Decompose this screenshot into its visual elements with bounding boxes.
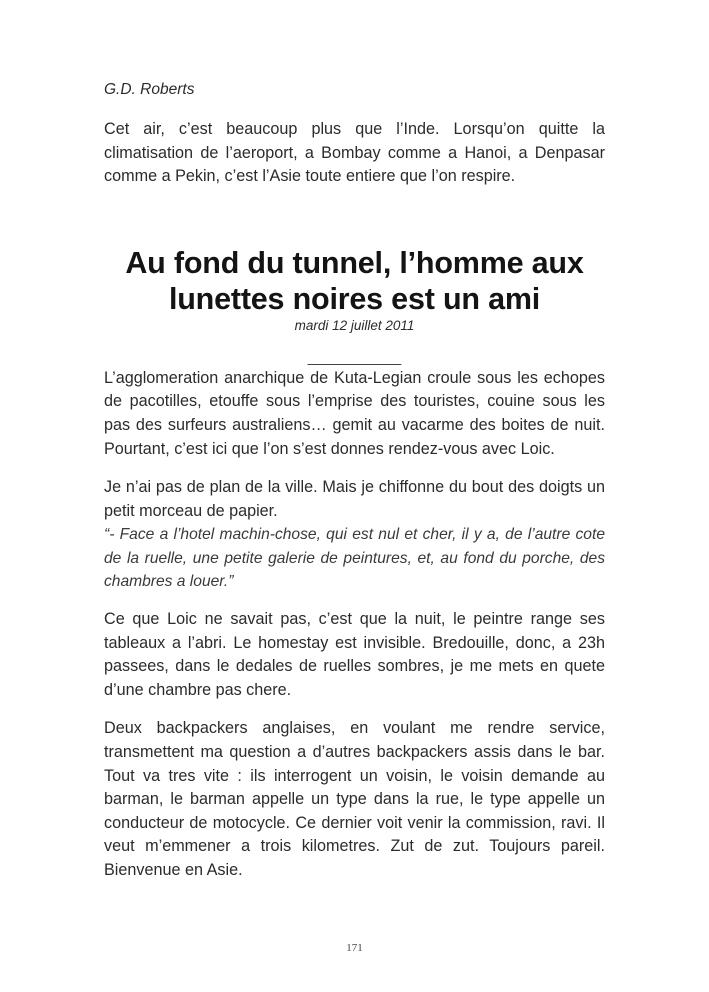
quoted-note: “- Face a l’hotel machin-chose, qui est nul et cher, il y a, de l’autre cote de la ruelle, une petite galerie de peintures, et, au fond du porche, des chambres a louer.” <box>104 526 605 590</box>
paragraph-1: L’agglomeration anarchique de Kuta-Legian croule sous les echopes de pacotilles, etouffe sous l’emprise des touristes, couine sous les pas des surfeurs australiens… gemit au vacarme des boites de nuit. Pourtant, c’est ici que l’on s’est donnes rendez-vous avec Loic. <box>104 368 605 458</box>
epigraph-author: G.D. Roberts <box>104 81 195 98</box>
page-content <box>104 78 605 882</box>
paragraph-4: Deux backpackers anglaises, en voulant me rendre service, transmettent ma question a d’autres backpackers assis dans le bar. Tout va tres vite : ils interrogent un voisin, le voisin demande au barman, le barman appelle un type dans la rue, le type appelle un conducteur de motocycle. Ce dernier voit venir la commission, ravi. Il veut m’emmener a trois kilometres. Zut de zut. Toujours pareil. Bienvenue en Asie. <box>104 719 605 879</box>
paragraph-gap <box>104 702 605 717</box>
paragraph-gap <box>104 461 605 476</box>
chapter-title: Au fond du tunnel, l’homme aux lunettes noires est un ami <box>125 245 584 316</box>
epigraph-text: Cet air, c’est beaucoup plus que l’Inde. Lorsqu’on quitte la climatisation de l’aeroport, a Bombay comme a Hanoi, a Denpasar comme a Pekin, c’est l’Asie toute entiere que l’on respire. <box>104 120 605 186</box>
paragraph-3: Ce que Loic ne savait pas, c’est que la nuit, le peintre range ses tableaux a l’abri. Le homestay est invisible. Bredouille, donc, a 23h passees, dans le dedales de ruelles sombres, je me mets en quete d’une chambre pas chere. <box>104 609 605 699</box>
page-number: 171 <box>346 942 363 954</box>
separator-rule: ____________ <box>307 348 402 365</box>
paragraph-2: Je n’ai pas de plan de la ville. Mais je chiffonne du bout des doigts un petit morceau de papier. <box>104 478 605 520</box>
chapter-date: mardi 12 juillet 2011 <box>294 317 415 333</box>
